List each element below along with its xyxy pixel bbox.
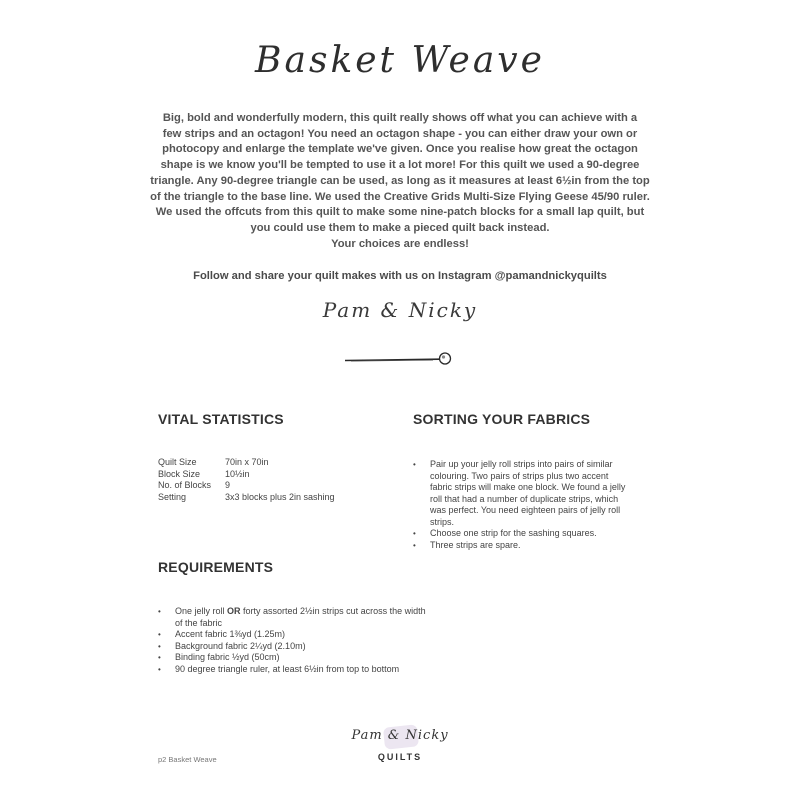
stat-value: 9	[225, 480, 231, 490]
intro-line: triangle. Any 90-degree triangle can be used, as long as it measures at least 6½in from the top	[150, 174, 650, 187]
stat-label: No. of Blocks	[158, 480, 212, 490]
list-item-line: was perfect. You need eighteen pairs of jelly roll	[430, 505, 621, 515]
vital-statistics-table	[158, 457, 335, 503]
intro-line: photocopy and enlarge the template we've given. Once you realise how great the octagon	[162, 143, 638, 156]
stat-label: Setting	[158, 491, 187, 502]
list-item-line: colouring. Two pairs of strips plus two accent	[430, 470, 609, 481]
intro-paragraph	[150, 111, 650, 252]
pam-nicky-quilts-logo	[340, 722, 460, 770]
list-item-line: fabric strips will make one block. We found a jelly	[430, 482, 626, 492]
logo-quilts-text: QUILTS	[377, 752, 423, 762]
vital-statistics-heading: VITAL STATISTICS	[158, 411, 284, 427]
list-item-line: Choose one strip for the sashing squares.	[430, 528, 597, 538]
intro-line: few strips and an octagon! You need an octagon shape - you can either draw your own or	[162, 127, 638, 140]
requirement-text: forty assorted 2½in strips cut across the width	[240, 606, 426, 616]
requirement-text: of the fabric	[175, 617, 223, 628]
stat-value: 3x3 blocks plus 2in sashing	[225, 491, 335, 502]
sorting-fabrics-heading: SORTING YOUR FABRICS	[413, 411, 591, 427]
requirement-text: One jelly roll	[175, 606, 228, 616]
list-item-line: roll that had a number of duplicate strips, which	[430, 493, 619, 504]
list-item	[413, 528, 653, 540]
table-row	[158, 492, 335, 504]
list-item: • 90 degree triangle ruler, at least 6½in from top to bottom	[158, 664, 458, 676]
instagram-follow-text: Follow and share your quilt makes with us on Instagram @pamandnickyquilts	[193, 270, 607, 282]
list-item	[413, 540, 653, 552]
requirements-heading: REQUIREMENTS	[158, 559, 274, 575]
list-item-line: Three strips are spare.	[430, 539, 521, 550]
intro-line: shape is we know you'll be tempted to use it a lot more! For this quilt we used a 90-degree	[160, 159, 640, 172]
list-item-line: Pair up your jelly roll strips into pairs of similar	[430, 459, 613, 469]
list-item-line: strips.	[430, 516, 455, 527]
page-number-footer: p2 Basket Weave	[158, 755, 217, 764]
stat-label: Block Size	[158, 468, 201, 479]
requirements-list	[158, 606, 458, 675]
table-row	[158, 469, 335, 481]
list-item	[158, 606, 458, 629]
sorting-fabrics-list	[413, 459, 653, 551]
requirement-emphasis: OR	[227, 606, 241, 616]
intro-line: you could use them to make a pieced quilt back instead.	[250, 221, 550, 234]
table-row	[158, 480, 335, 492]
list-item: • Accent fabric 1⅜yd (1.25m)	[158, 629, 458, 641]
logo-script-text: Pam & Nicky	[351, 728, 449, 743]
intro-line: Big, bold and wonderfully modern, this quilt really shows off what you can achieve with a	[162, 112, 638, 124]
stat-value: 70in x 70in	[225, 457, 269, 467]
stat-value: 10½in	[225, 468, 250, 479]
table-row	[158, 457, 335, 469]
signature: Pam & Nicky	[322, 298, 478, 322]
intro-line: We used the offcuts from this quilt to make some nine-patch blocks for a small lap quilt, but	[155, 206, 645, 219]
stat-label: Quilt Size	[158, 457, 197, 467]
list-item: • Binding fabric ½yd (50cm)	[158, 652, 458, 664]
intro-line: of the triangle to the base line. We used the Creative Grids Multi-Size Flying Geese 45/90 ruler.	[150, 190, 650, 203]
page-title: Basket Weave	[255, 40, 545, 81]
pin-divider-icon	[345, 350, 455, 370]
intro-line: Your choices are endless!	[331, 237, 469, 250]
list-item: • Background fabric 2¼yd (2.10m)	[158, 641, 458, 653]
list-item	[413, 459, 653, 528]
